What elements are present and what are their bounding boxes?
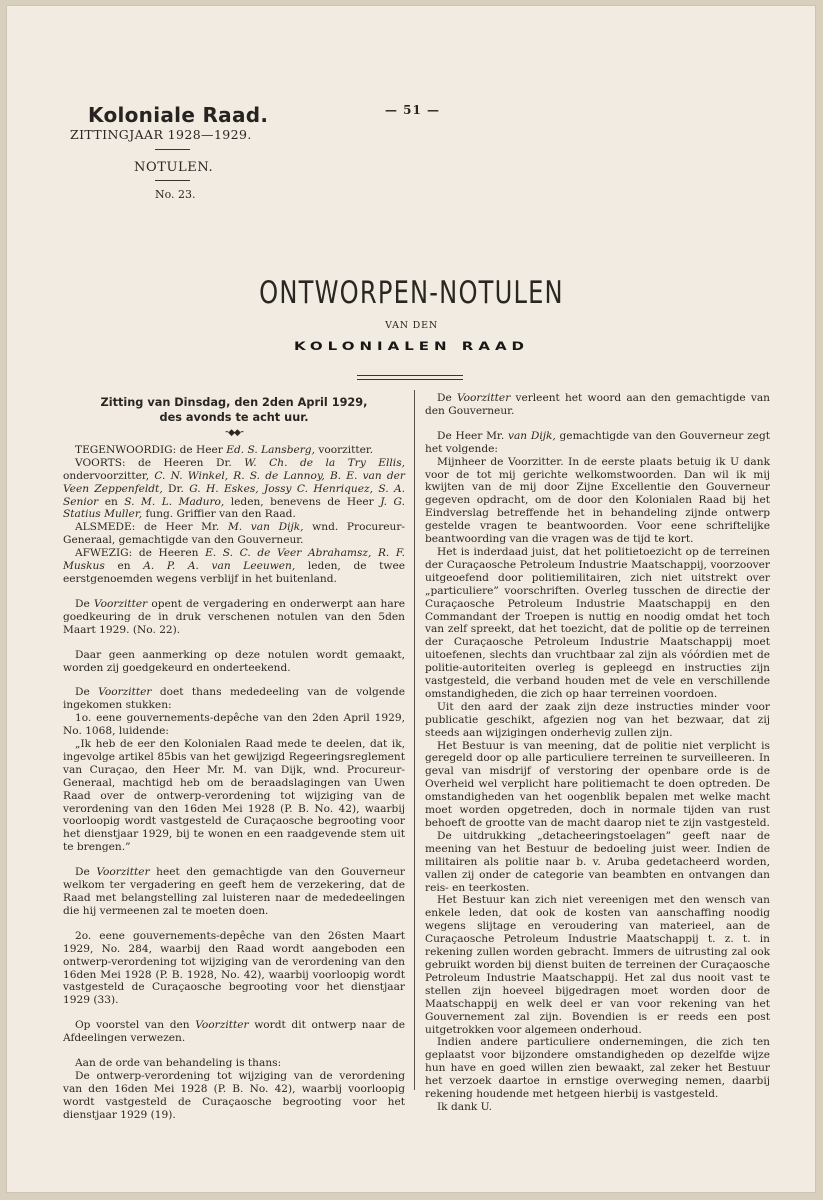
closing-line	[425, 1101, 770, 1114]
text-run: Dr.	[162, 482, 190, 495]
text-run: Ik dank U.	[437, 1100, 493, 1113]
paragraph	[425, 430, 770, 456]
text-run: De	[437, 392, 457, 404]
italic-name: G. H. Eskes, Jossy C. Henriquez, S. A. Senior	[63, 482, 405, 508]
paragraph	[63, 930, 405, 1007]
text-run: VOORTS: de Heeren Dr.	[75, 456, 245, 469]
paragraph	[425, 392, 770, 418]
paragraph	[63, 444, 405, 457]
paragraph	[63, 457, 405, 522]
text-run: leden, de twee eerstgenoemden wegens verblijf in het buitenland.	[63, 560, 406, 585]
text-run: wordt dit ontwerp naar de Afdeelingen verwezen.	[63, 1019, 406, 1045]
text-run: Het Bestuur kan zich niet vereenigen met den wensch van enkele leden, dat ook de kosten van aanschaffing noodig wegens slijtage en veroudering van materieel, aan de Curaçaosche Petroleum Industrie Maatschappij t. z. t. in rekening zullen worden gebracht. Immers de uitrusting zal ook gebruikt worden bij dienst buiten de terreinen der Curaçaosche Petroleum Industrie Maatschappij. Het zal dus nooit vast te stellen zijn hoeveel bijgedragen moet worden door de Maatschappij en welk deel er van voor rekening van het Gouvernement zal zijn. Bovendien is er reeds een post uitgetrokken voor algemeen onderhoud.	[425, 894, 770, 1036]
text-run: opent de vergadering en onderwerpt aan hare goedkeuring de in druk verschenen notulen van den 5den Maart 1929. (No. 22).	[63, 597, 405, 636]
paragraph	[63, 1070, 405, 1122]
italic-name: M. van Dijk,	[227, 521, 304, 534]
text-run: Het Bestuur is van meening, dat de politie niet verplicht is geregeld door op alle particuliere terreinen te surveilleeren. In geval van misdrijf of verstoring der openbare orde is de Overheid wel verplicht hare politiemacht te doen optreden. De omstandigheden van het oogenblik bepalen met welke macht moet worden opgetreden, doch in normale tijden van rust behoeft de grootte van de macht daarop niet te zijn vastgesteld.	[425, 739, 770, 829]
italic-name: van Dijk,	[507, 429, 556, 442]
ornament: ⁃◆◆⁃	[224, 428, 244, 438]
divider	[155, 149, 190, 150]
italic-name: J. G. Statius Muller,	[63, 495, 405, 521]
text-run: Uit den aard der zaak zijn deze instructies minder voor publicatie geschikt, afgezien nog van het bezwaar, dat zij steeds aan wijzigingen onderhevig zullen zijn.	[425, 700, 770, 739]
paragraph	[425, 1036, 770, 1101]
text-run: 2o. eene gouvernements-depêche van den 26sten Maart 1929, No. 284, waarbij den Raad wordt aangeboden een ontwerp-verordening tot wijziging van de verordening van den 16den Mei 1928 (P. B. 1928, No. 42), waarbij voorloopig wordt vastgesteld de Curaçaosche begrooting voor het dienstjaar 1929 (33).	[63, 929, 405, 1007]
italic-name: S. M. L. Maduro,	[124, 495, 225, 508]
masthead-title: Koloniale Raad.	[88, 103, 269, 127]
text-run: De	[75, 866, 97, 879]
text-run: fung. Griffier van den Raad.	[142, 508, 296, 521]
page-number: — 51 —	[385, 103, 441, 117]
divider	[155, 180, 190, 181]
paragraph	[63, 712, 405, 738]
text-run: 1o. eene gouvernements-depêche van den 2den April 1929, No. 1068, luidende:	[63, 712, 405, 738]
text-run: De	[75, 597, 94, 610]
text-run: Indien andere particuliere ondernemingen, die zich ten geplaatst voor bijzondere omstandigheden op dezelfde wijze hun have en goed willen zien bewaakt, zal zeker het Bestuur het verzoek daartoe in ernstige overweging nemen, daarbij rekening houdende met hetgeen hierbij is vastgesteld.	[425, 1036, 770, 1101]
text-run: De ontwerp-verordening tot wijziging van de verordening van den 16den Mei 1928 (P. B. No. 42), waarbij voorloopig wordt vastgesteld de Curaçaosche begrooting voor het dienstjaar 1929 (19).	[63, 1069, 405, 1121]
italic-name: W. Ch. de la Try Ellis,	[244, 456, 406, 469]
italic-name: A. P. A. van Leeuwen,	[143, 560, 296, 573]
text-run: Op voorstel van den	[75, 1019, 196, 1032]
italic-name: C. N. Winkel, R. S. de Lannoy, B. E. van der Veen Zeppenfeldt,	[63, 469, 405, 495]
text-run: en	[104, 560, 144, 573]
text-run: heet den gemachtigde van den Gouverneur welkom ter vergadering en geeft hem de verzekering, dat de Raad met belangstelling zal luisteren naar de mededeelingen die hij vermeenen zal te moeten doen.	[63, 866, 405, 917]
italic-name: Voorzitter	[98, 686, 152, 699]
title-double-rule	[357, 375, 463, 380]
text-run: voorzitter.	[314, 443, 374, 456]
text-run: ALSMEDE: de Heer Mr.	[75, 521, 228, 534]
paragraph	[63, 521, 405, 547]
paragraph	[63, 686, 405, 712]
session-year: ZITTINGJAAR 1928—1929.	[70, 127, 252, 142]
text-run: gemachtigde van den Gouverneur zegt het volgende:	[425, 429, 770, 455]
paragraph	[425, 740, 770, 830]
paragraph	[425, 546, 770, 701]
text-run: De	[75, 686, 99, 699]
text-run: Mijnheer de Voorzitter. In de eerste plaats betuig ik U dank voor de tot mij gerichte welkomstwoorden. Dan wil ik mij kwijten van de mij door Zijne Excellentie den Gouverneur gegeven opdracht, om de door den Kolonialen Raad bij het Eindverslag betreffende het in behandeling zijnde ontwerp gestelde vragen te beantwoorden. Voor eene schriftelijke beantwoording van die vragen was de tijd te kort.	[425, 455, 770, 546]
paragraph	[63, 866, 405, 918]
text-run: leden, benevens de Heer	[224, 495, 381, 508]
title-connector: VAN DEN	[385, 320, 438, 331]
italic-name: Voorzitter	[96, 866, 150, 879]
paragraph	[63, 1019, 405, 1045]
notulen-label: NOTULEN.	[134, 160, 214, 175]
text-run: TEGENWOORDIG: de Heer	[75, 443, 227, 456]
text-run: Aan de orde van behandeling is thans:	[75, 1057, 282, 1070]
paragraph	[63, 649, 405, 675]
text-run: „Ik heb de eer den Kolonialen Raad mede te deelen, dat ik, ingevolge artikel 85bis van het gewijzigd Regeeringsreglement van Curaçao, den Heer Mr. M. van Dijk, wnd. Procureur-Generaal, machtigd heb om de beraadslagingen van Uwen Raad over de ontwerp-verordening tot wijziging van de verordening van den 16den Mei 1928 (P. B. No. 42), waarbij voorloopig wordt vastgesteld de Curaçaosche begrooting voor het dienstjaar 1929, bij te wonen en een raadgevende stem uit te brengen.”	[63, 738, 405, 854]
italic-name: Voorzitter	[195, 1019, 249, 1032]
text-run: Het is inderdaad juist, dat het politietoezicht op de terreinen der Curaçaosche Petroleum Industrie Maatschappij, voorzoover uitgeoefend door politiemilitairen, zich niet uitstrekt over „particuliere” voorschriften. Overleg tusschen de directie der Curaçaosche Petroleum Industrie Maatschappij en den Commandant der Troepen is nuttig en noodig omdat het toch van zelf spreekt, dat het toezicht, dat de politie op de terreinen der Curaçaosche Petroleum Industrie Maatschappij moet uitoefenen, slechts dan vruchtbaar zal zijn als vóórdien met de politie-autoriteiten overleg is gepleegd en instructies zijn vastgesteld, die verband houden met de vele en verschillende omstandigheden, die zich op haar terreinen voordoen.	[425, 545, 770, 700]
left-column	[63, 392, 405, 1122]
text-run: De uitdrukking „detacheeringstoelagen” geeft naar de meening van het Bestuur de bedoeling juist weer. Indien de militairen als politie naar b. v. Aruba gedetacheerd worden, vallen zij onder de categorie van beambten en ontvangen dan reis- en teerkosten.	[425, 829, 770, 894]
paragraph	[425, 894, 770, 1036]
session-heading: Zitting van Dinsdag, den 2den April 1929, des avonds te acht uur.	[100, 396, 368, 424]
quoted-letter	[63, 738, 405, 854]
paragraph	[425, 701, 770, 740]
paragraph	[63, 1057, 405, 1070]
text-run: AFWEZIG: de Heeren	[75, 547, 206, 560]
italic-name: E. S. C. de Veer Abrahamsz, R. F. Muskus	[63, 547, 405, 573]
text-run: Daar geen aanmerking op deze notulen wordt gemaakt, worden zij goedgekeurd en onderteekend.	[63, 648, 405, 674]
council-title: KOLONIALEN RAAD	[293, 339, 530, 353]
italic-name: Voorzitter	[93, 597, 148, 610]
paragraph	[425, 456, 770, 546]
italic-name: Voorzitter	[456, 392, 511, 404]
paragraph	[63, 598, 405, 637]
text-run: verleent het woord aan den gemachtigde van den Gouverneur.	[425, 392, 770, 417]
paragraph	[425, 830, 770, 895]
text-run: ondervoorzitter,	[63, 469, 155, 482]
text-run: doet thans mededeeling van de volgende ingekomen stukken:	[63, 686, 405, 712]
document-title: ONTWORPEN-NOTULEN	[259, 275, 564, 311]
paragraph	[63, 547, 405, 586]
issue-number: No. 23.	[155, 188, 196, 201]
text-run: en	[98, 495, 125, 508]
right-column	[425, 392, 770, 1114]
text-run: wnd. Procureur-Generaal, gemachtigde van den Gouverneur.	[63, 521, 405, 547]
italic-name: Ed. S. Lansberg,	[226, 443, 315, 456]
text-run: De Heer Mr.	[437, 429, 508, 442]
column-divider	[414, 390, 415, 1090]
